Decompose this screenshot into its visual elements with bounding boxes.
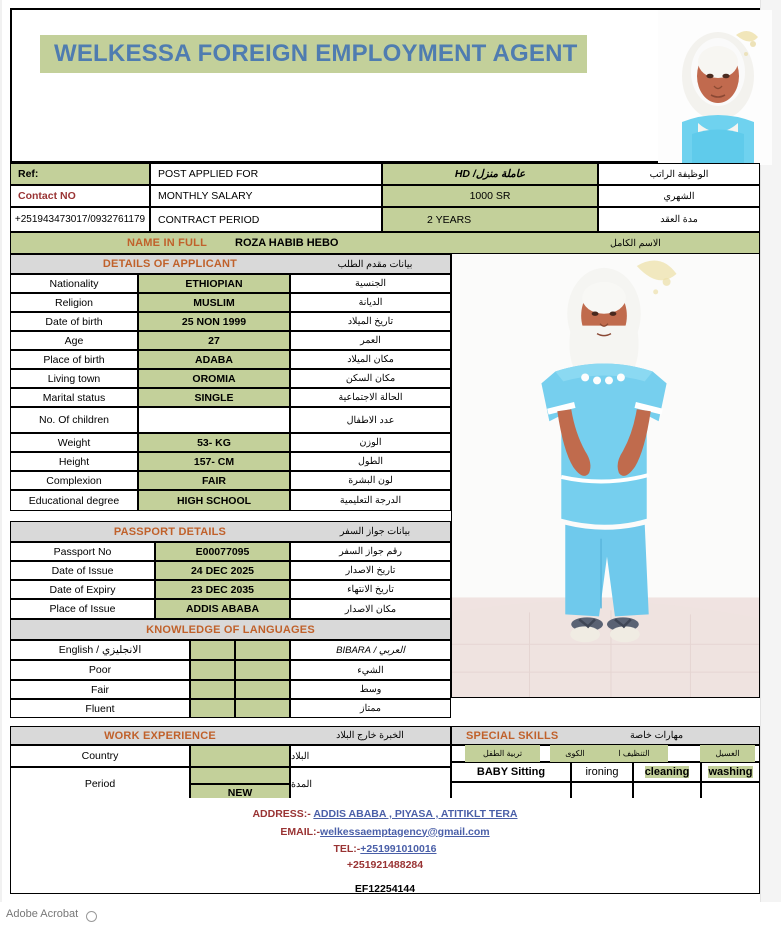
language-mark-fair-b[interactable] [235,680,290,699]
details-arabic-height: الطول [290,452,451,471]
footer-address-line [11,809,759,820]
details-value-marital-status: SINGLE [138,388,290,407]
work-period-arabic: المدة [290,767,451,801]
passport-value-place: ADDIS ABABA [155,599,290,619]
language-mark-fluent-b[interactable] [235,699,290,718]
footer-email-label: EMAIL:- [280,825,321,838]
footer-contact-block [10,798,760,894]
details-label-dob: Date of birth [10,312,138,331]
contract-period-label: CONTRACT PERIOD [150,207,382,232]
details-arabic-nationality: الجنسية [290,274,451,293]
details-arabic-religion: الديانة [290,293,451,312]
details-label-place-of-birth: Place of birth [10,350,138,369]
applicant-headshot-photo [658,10,772,165]
special-skill-arabic-cleaning: التنظيف ا [600,745,668,762]
footer-tel-line-2 [11,860,759,871]
details-section-title: DETAILS OF APPLICANT [102,258,238,270]
details-value-place-of-birth: ADABA [138,350,290,369]
details-label-weight: Weight [10,433,138,452]
work-experience-section-arabic: الخبرة خارج البلاد [336,730,404,741]
details-arabic-children: عدد الاطفال [290,407,451,433]
language-arabic-fair: وسط [290,680,451,699]
details-arabic-complexion: لون البشرة [290,471,451,490]
post-applied-label: POST APPLIED FOR [150,163,382,185]
details-arabic-living-town: مكان السكن [290,369,451,388]
monthly-salary-value: 1000 SR [382,185,598,207]
special-skills-section-title: SPECIAL SKILLS [466,729,559,742]
work-country-arabic: البلاد [290,745,451,767]
details-label-religion: Religion [10,293,138,312]
name-in-full-label: NAME IN FULL [127,237,208,249]
page-left-margin [0,0,2,926]
contact-number-cell: +251943473017/0932761179 [10,207,150,232]
post-applied-arabic: الوظيفة الراتب [598,163,760,185]
passport-section-title: PASSPORT DETAILS [113,525,227,538]
passport-label-place: Place of Issue [10,599,155,619]
details-arabic-age: العمر [290,331,451,350]
special-skill-arabic-babysitting: تربية الطفل [465,745,540,762]
details-label-nationality: Nationality [10,274,138,293]
language-mark-english-b[interactable] [235,640,290,660]
details-value-height: 157- CM [138,452,290,471]
work-country-label: Country [10,745,190,767]
footer-tel-value-2: +251921488284 [346,858,424,871]
passport-label-issue: Date of Issue [10,561,155,580]
post-applied-value: HD /عاملة منزل [382,163,598,185]
details-value-children [138,407,290,433]
details-label-children: No. Of children [10,407,138,433]
passport-arabic-expiry: تاريخ الانتهاء [290,580,451,599]
special-skill-washing [701,762,760,782]
special-skill-arabic-ironing: الكوى [550,745,600,762]
contract-period-value: 2 YEARS [382,207,598,232]
details-label-height: Height [10,452,138,471]
taskbar-app-label[interactable]: Adobe Acrobat [6,908,79,920]
work-period-label: Period [10,767,190,801]
info-circle-icon[interactable] [86,911,97,922]
work-period-value-top[interactable] [190,767,290,784]
footer-tel-value[interactable]: +251991010016 [360,843,437,855]
language-arabic-fluent: ممتاز [290,699,451,718]
details-arabic-weight: الوزن [290,433,451,452]
passport-arabic-issue: تاريخ الاصدار [290,561,451,580]
name-in-full-arabic: الاسم الكامل [610,237,661,249]
monthly-salary-arabic: الشهري [598,185,760,207]
details-value-complexion: FAIR [138,471,290,490]
details-arabic-dob: تاريخ الميلاد [290,312,451,331]
special-skills-section-arabic: مهارات خاصة [630,730,684,741]
special-skill-cleaning-text: cleaning [644,766,690,778]
language-mark-poor-b[interactable] [235,660,290,680]
special-skill-washing-text: washing [708,766,753,778]
name-in-full-value: ROZA HABIB HEBO [235,237,339,249]
language-mark-fluent-a[interactable] [190,699,235,718]
footer-email-value[interactable]: welkessaemptagency@gmail.com [320,825,490,838]
details-arabic-education: الدرجة التعليمية [290,490,451,511]
work-experience-section-title: WORK EXPERIENCE [104,729,216,742]
agency-title-box [40,35,587,73]
language-arabic-english: العربي / BIBARA [290,640,451,660]
details-arabic-place-of-birth: مكان الميلاد [290,350,451,369]
passport-arabic-number: رقم جواز السفر [290,542,451,561]
details-label-education: Educational degree [10,490,138,511]
languages-section-title: KNOWLEDGE OF LANGUAGES [146,623,315,636]
passport-label-expiry: Date of Expiry [10,580,155,599]
details-value-religion: MUSLIM [138,293,290,312]
language-mark-fair-a[interactable] [190,680,235,699]
footer-address-value[interactable]: ADDIS ABABA , PIYASA , ATITIKLT TERA [313,808,518,820]
footer-email-line [11,827,759,838]
details-value-education: HIGH SCHOOL [138,490,290,511]
details-arabic-marital-status: الحالة الاجتماعية [290,388,451,407]
language-mark-poor-a[interactable] [190,660,235,680]
details-label-age: Age [10,331,138,350]
work-country-value[interactable] [190,745,290,767]
details-label-living-town: Living town [10,369,138,388]
details-value-living-town: OROMIA [138,369,290,388]
language-label-poor: Poor [10,660,190,680]
special-skill-babysitting: BABY Sitting [451,762,571,782]
work-period-value-bottom[interactable]: NEW [190,784,290,801]
details-value-nationality: ETHIOPIAN [138,274,290,293]
ref-label-cell: Ref: [10,163,150,185]
language-label-fluent: Fluent [10,699,190,718]
footer-tel-label: TEL:- [333,843,361,855]
full-body-photo-svg [452,254,759,697]
passport-value-issue: 24 DEC 2025 [155,561,290,580]
details-value-weight: 53- KG [138,433,290,452]
passport-value-expiry: 23 DEC 2035 [155,580,290,599]
monthly-salary-label: MONTHLY SALARY [150,185,382,207]
taskbar [0,902,781,926]
special-skill-ironing: ironing [571,762,633,782]
footer-address-label: ADDRESS:- [252,808,311,820]
language-label-fair: Fair [10,680,190,699]
document-banner [10,8,760,163]
details-label-complexion: Complexion [10,471,138,490]
contact-label-cell: Contact NO [10,185,150,207]
footer-tel-line [11,844,759,855]
language-label-english: English / الانجليزي [10,640,190,660]
details-label-marital-status: Marital status [10,388,138,407]
details-value-dob: 25 NON 1999 [138,312,290,331]
special-skill-cleaning [633,762,701,782]
footer-reference-number: EF12254144 [354,883,416,895]
page-title: WELKESSA FOREIGN EMPLOYMENT AGENT [54,40,578,67]
cv-document-sheet [10,8,760,894]
headshot-svg [658,10,772,165]
special-skill-arabic-washing: الغسيل [700,745,755,762]
passport-section-arabic: بيانات جواز السفر [339,526,411,537]
passport-label-number: Passport No [10,542,155,561]
details-section-arabic: بيانات مقدم الطلب [337,258,413,270]
contract-period-arabic: مدة العقد [598,207,760,232]
passport-arabic-place: مكان الاصدار [290,599,451,619]
language-arabic-poor: الشيء [290,660,451,680]
details-value-age: 27 [138,331,290,350]
language-mark-english-a[interactable] [190,640,235,660]
passport-value-number: E00077095 [155,542,290,561]
applicant-full-body-photo [451,253,760,698]
